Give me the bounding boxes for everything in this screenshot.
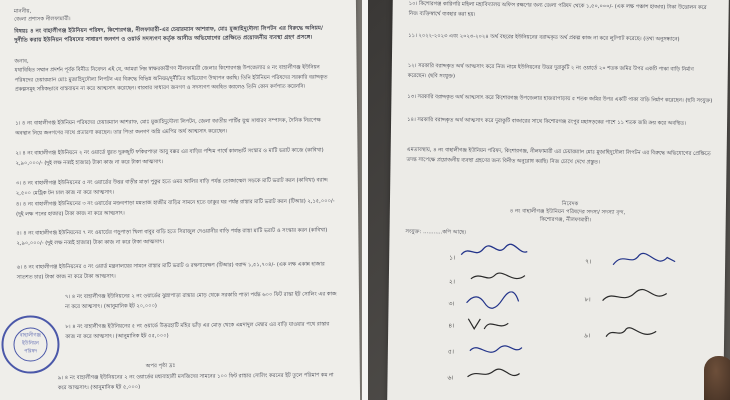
signatory-number-2: ২। [448,278,455,286]
handwritten-signature-7 [609,247,679,272]
item-8: ৮। ৪ নং বাহালীগঞ্জ ইউনিয়নের ৫ নং ওয়ার্ডে উত্তরহাটি মহির ভাঁড় এর মোড় থেকে এমদাদুল মেম্বার এর বাড়ি যাওয়ার পথে রাস্তার কাজ না করে আত্মসাৎ। (আনুমানিক ইট ৫৫,০০০) [65,321,330,340]
signatory-number-7: ৭। [585,258,592,266]
signatory-number-8: ৮। [584,296,591,304]
handwritten-signature-6 [465,365,521,384]
item-10: ১০। কিশোরগঞ্জ কারিগরি মহিলা মহাবিদ্যালয় অফিস রক্ষণের জন্য জেলা পরিষদ থেকে ১,৫০,০০০/- (এক লক্ষ পঞ্চাশ হাজার) টাকা উত্তোলন করে নিজ ব্যক্তিস্বার্থে ব্যবহার করা হয়। [408,0,707,18]
page-turn-note: অপর পৃষ্ঠা দ্রঃ [145,363,176,370]
handwritten-signature-2 [469,269,529,288]
item-13: ১৩। সরকারি বরাদ্দকৃত অর্থ আত্মসাৎ করে কিশোরগঞ্জ উপজেলার হাজরাপাড়ায় ৫ শতক জমির উপর একটি পাকা বাড়ি নির্মাণ করেছেন। (ছবি সংযুক্ত) [407,93,713,105]
signatory-number-3: ৩। [448,300,455,308]
item-2: ২। ৪ নং বাহালীগঞ্জ ইউনিয়নে ২ নং ওয়ার্ডে ধুরত দুরুজুটি ফকিরপাড়া আবু বক্কর এর বাড়ির পশ্চিম পার্শ্বে কালভার্ট সংস্কার ও মাটি ভরাট কাজে (কাবিখা) ২,৯০,০০০/- (দুই লক্ষ নব্বই হাজার) টাকা কাজ না করে টাকা আত্মসাৎ। [15,147,324,167]
item-7: ৭। ৪ নং বাহালীগঞ্জ ইউনিয়নের ২ নং ওয়ার্ডের ঝুন্নাপাড়া রাস্তার মোড় থেকে সরকারি পাড়া পর্যন্ত ৬০০ ফিট রাস্তা ইট সোলিং এর কাজ না করে আত্মসাৎ। (আনুমানিক ইট ২০,০০০) [64,291,337,310]
item-12: ১২। সরকারি বরাদ্দকৃত অর্থ আত্মসাৎ করে নিজ নামে ইউনিয়নের উত্তর দুরাকুটি ২ নং ওয়ার্ডে ২০ শতক জমির উপর একটি পাকা বাড়ি নির্মাণ করেছেন। (ছবি সংযুক্ত) [407,62,694,80]
attachment-note: সংযুক্ত: ...........কপি আছে। [405,228,467,236]
item-5: ৫। ৪ নং বাহালীগঞ্জ ইউনিয়নের ৭ নং ওয়ার্ডের গড়ুপাড়া খিলা বাবুর বাড়ি হতে সিরাজুল দেওয়ানীর বাড়ি পর্যন্ত রাস্তা মাটি ভরাট ও সংস্কার করন (কাবিখা) ২,৯০,০০০/- (দুই লক্ষ নব্বই হাজার) টাকা কাজ না করে টাকা আত্মসাৎ। [16,227,328,247]
left-photo [0,0,362,400]
handwritten-signature-1 [459,243,529,262]
salutation: জনাব, [14,58,29,65]
closing-paragraph: এমতাবস্থায়, ৪ নং বাহালীগঞ্জ ইউনিয়ন পরিষদ, কিশোরগঞ্জ, নীলফামারী এর চেয়ারম্যান মোঃ মুজাহিদুদৌলা লিপটন এর বিরুদ্ধে অভিযোগের প্রেক্ষিতে তদন্ত সাপেক্ষে প্রয়োজনীয় ব্যবস্থা গ্রহণের জন্য বিনীত অনুরোধ করছি। নিজ চোখে দেখে প্রস্তুত। [406,146,711,166]
item-9: ৯। ৪ নং বাহালীগঞ্জ ইউনিয়নের ২ নং ওয়ার্ডের মধ্যবাহালী মসজিদের সামনের ১০০ ফিট রাস্তার সোলিং করনের ইট তুলে পরিমাণ কম না করে আত্মসাৎ। (আনুমানিক ইট ৫,০০০) [57,372,334,391]
handwritten-signature-9 [602,323,662,344]
signatory-number-1: ১। [449,254,456,262]
handwritten-signature-4 [464,315,514,334]
handwritten-signature-3 [462,291,522,310]
recipient-line-2: জেলা প্রশাসক নীলফামারী। [14,16,71,23]
seal-inner-ring [13,327,47,361]
handwritten-signature-8 [601,287,671,308]
official-seal-stamp [1,315,60,374]
signature-label: নিবেদক [561,201,579,208]
item-14: ১৪। সরকারি বরাদ্দকৃত অর্থ আত্মসাৎ করে দুরাকুটি বাজারের সাথে কিশোরগঞ্জ রংপুর মহাসড়কের পাশে ১১ শতক জমি ক্রয় করে অবস্থিত। [407,116,686,127]
recipient-line-1: মাননীয়, [13,8,32,15]
handwritten-signature-5 [468,341,524,360]
seal-text: বাহালীগঞ্জ ইউনিয়ন পরিষদ [19,332,41,355]
item-1: ১। ৪ নং বাহালীগঞ্জ ইউনিয়ন পরিষদের চেয়ারম্যান আশরাফ, মোঃ মুজাহিদুদৌলা লিপটন, জেলা জাতীয় পার্টির যুগ্ম সাধারণ সম্পাদক, দৈনিক নিরপেক্ষ অবস্থান নিয়ে জনগণের সাথে প্রতারণা করছেন। তার পিতা জনগণ অগ্নি এমপির অর্থ আত্মসাৎ করেছেন। [15,117,321,137]
signatory-number-9: ৯। [584,332,591,340]
item-4: ৪। ৪ নং বাহালীগঞ্জ ইউনিয়নের ৩ নং ওয়ার্ডের মক্তবপাড়া মমতাজ হাজীর বাড়ির সামনে হতে ডাকুর ঘর পর্যন্ত রাস্তার মাটি ভরাট করন (টিআর) ২,১৫,০০০/- (দুই লক্ষ পনের হাজার) টাকা কাজ না করে আত্মসাৎ। [15,198,335,218]
signature-block-line-1: ৪ নং বাহালীগঞ্জ ইউনিয়ন পরিষদের সদস্য/ সদস্যা বৃন্দ, [509,208,626,216]
signatory-number-5: ৫। [447,348,454,356]
intro-paragraph: যথাবিহিত সম্মান প্রদর্শন পূর্বক বিনীত নিবেদন এই যে, আমরা নিম্ন স্বাক্ষরকারীগণ নীলফামারী জেলার কিশোরগঞ্জ উপজেলার ৪ নং বাহালীগঞ্জ ইউনিয়ন পরিষদের চেয়ারম্যান মোঃ মুজাহিদুদৌলা লিপটন এর বিরুদ্ধে বিভিন্ন অনিয়ম/দুর্নীতির অভিযোগ উত্থাপন করছি। তিনি ইউনিয়ন পরিষদের সরকারি বরাদ্দকৃত প্রকল্পসমূহ সঠিকভাবে বাস্তবায়ন না করে আত্মসাৎ করেছেন। বারবার সাধারণ জনগণ ও সদস্যগণ অবহিত করলেও তিনি কোন কর্ণপাত করেননি। [14,64,328,93]
right-document-page [387,0,729,400]
signatory-number-4: ৪। [448,322,455,330]
subject-line: বিষয়ঃ ৪ নং বাহালীগঞ্জ ইউনিয়ন পরিষদ, কিশোরগঞ্জ, নীলফামারী-এর চেয়ারম্যান আশরাফ, মোঃ মুজাহিদুদৌলা লিপটন এর বিরুদ্ধে অনিয়ম/ দুর্নীতি করায় ইউনিয়ন পরিষদের সাধারণ জনগণ ও ওয়ার্ড সদস্যগণ কর্তৃক আনীত অভিযোগের প্রেক্ষিতে প্রয়োজনীয় ব্যবস্থা গ্রহণ প্রসঙ্গে। [14,25,326,44]
item-11: ১১। ২০২২-২০২৩ এবং ২০২৩-২০২৪ অর্থ বছরের ইউনিয়নের বরাদ্দকৃত অর্থ প্রকল্প কাজ না করে লুটপাট করেছে। (তথ্য অনুসন্ধানে) [408,32,680,43]
signature-block-line-2: কিশোরগঞ্জ, নীলফামারী। [539,216,592,224]
item-3: ৩। ৪ নং বাহালীগঞ্জ ইউনিয়নের ৫ নং ওয়ার্ডের উত্তর বাড়ীর মাড়া পুকুর হতে ওমর আলির বাড়ি পর্যন্ত তোজাম্মেল সড়কে মাটি ভরাট করন (কাবিখা) বরাদ্দ ২,৫০০ মেট্রিক টন চাল কাজ না করে আত্মসাৎ। [15,177,328,197]
signatory-number-6: ৬। [447,374,454,382]
right-photo [368,0,730,400]
item-6: ৬। ৪ নং বাহালীগঞ্জ ইউনিয়নের ৫ নং ওয়ার্ড মন্ত্রনালয়ের সামনে রাস্তার মাটি ভরাট ও রক্ষণাবেক্ষণ (টিআর) বরাদ্দ ১,৫১,৭০৪/- (এক লক্ষ একান্ন হাজার সাতশত চার) টাকা কাজ না করে টাকা আত্মসাৎ। [16,261,325,281]
left-document-page [0,0,360,400]
finger-holding-page [704,356,730,400]
